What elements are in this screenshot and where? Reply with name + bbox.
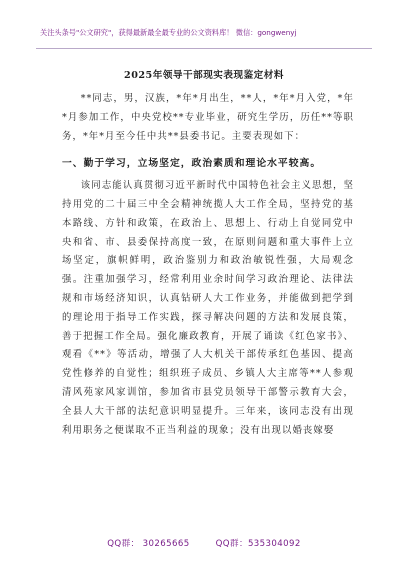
document-body [62, 90, 354, 440]
qq-group-1: QQ群： 30265665 [107, 539, 190, 549]
section-paragraph: 该同志能认真贯彻习近平新时代中国特色社会主义思想，坚持用党的二十届三中全会精神统揽人大工作全局，坚持党的基本路线、方针和政策，在政治上、思想上、行动上自觉同党中央和省、市、县委保持高度一致，在原则问题和重大事件上立场坚定，旗帜鲜明，政治鉴别力和政治敏锐性强，大局观念强。注重加强学习，经常利用业余时间学习政治理论、法律法规和市场经济知识，认真钻研人大工作业务，并能做到把学到的理论用于指导工作实践，探寻解决问题的方法和发展良策，善于把握工作全局。强化廉政教育，开展了诵读《红色家书》、观看《**》等活动，增强了人大机关干部传承红色基因、提高党性修养的自觉性；组织班子成员、乡镇人大主席等**人参观清风苑家风家训馆，参加省市县党员领导干部警示教育大会，全县人大干部的法纪意识明显提升。三年来，该同志没有出现利用职务之便谋取不正当利益的现象；没有出现以婚丧嫁娶 [62, 180, 354, 436]
footer-contact [0, 537, 408, 549]
document-title: 2025年领导干部现实表现鉴定材料 [124, 70, 284, 81]
intro-paragraph: **同志，男，汉族，*年*月出生，**人，*年*月入党，*年*月参加工作，中央党校**专业毕业，研究生学历，历任**等职务，*年*月至今任中共**县委书记。主要表现如下： [62, 93, 354, 142]
section-heading: 一、勤于学习，立场坚定，政治素质和理论水平较高。 [62, 158, 322, 170]
qq-group-2: QQ群：535304092 [215, 539, 301, 549]
header-divider [36, 48, 372, 49]
header-notice: 关注头条号"公文研究"，获得最新最全最专业的公文资料库！ 微信：gongwenyj [40, 28, 297, 37]
